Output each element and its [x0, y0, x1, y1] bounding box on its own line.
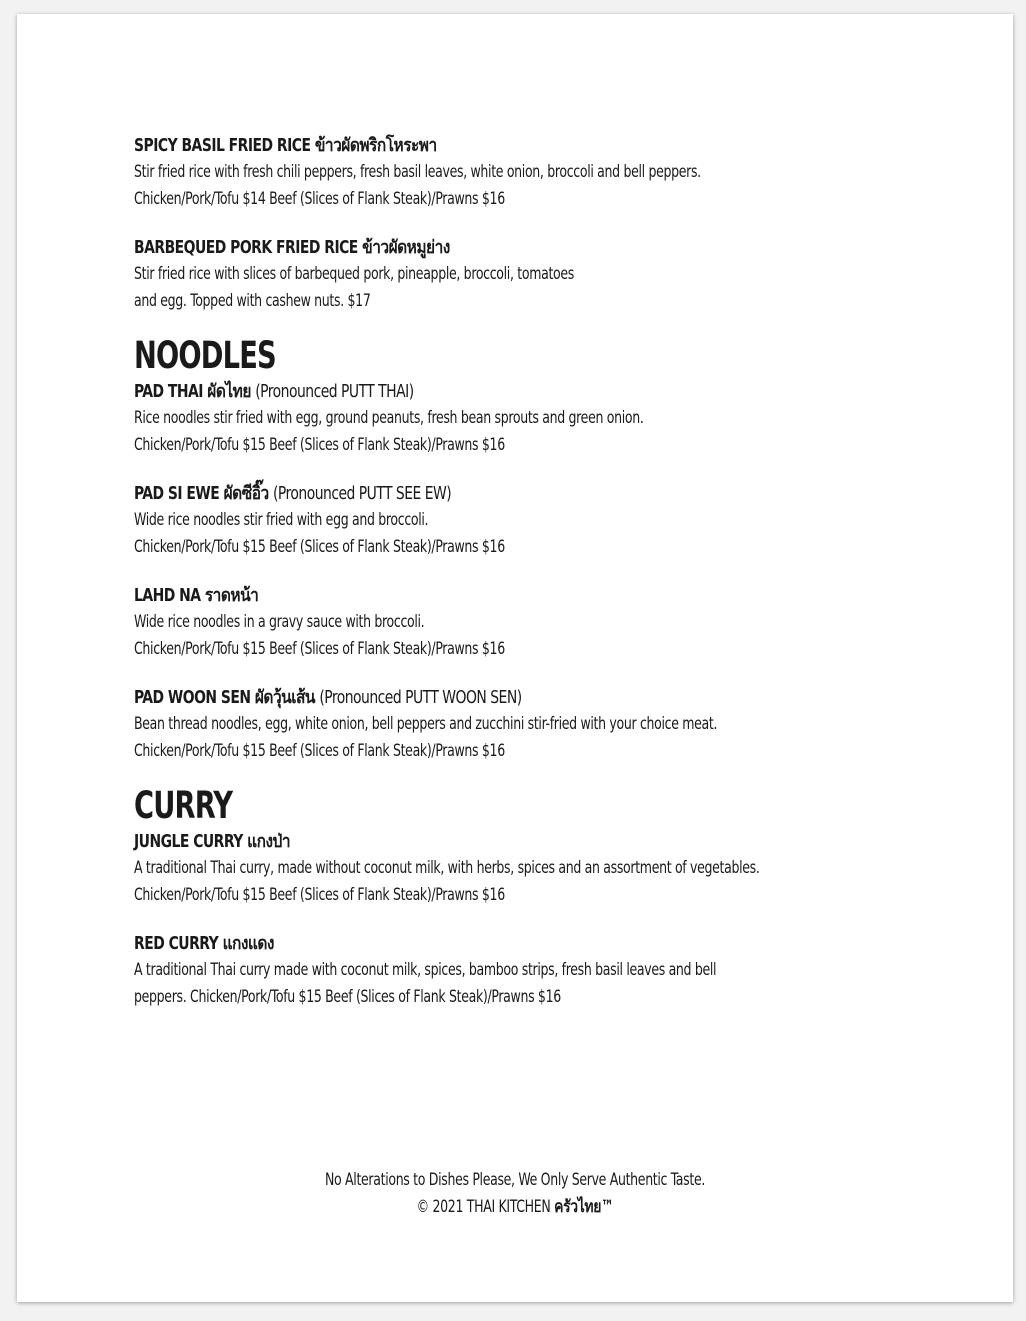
- item-title: [134, 378, 822, 405]
- item-thai-name: แกงป่า: [247, 831, 291, 852]
- item-thai-name: ผัดซีอิ๊ว: [223, 483, 269, 504]
- item-price: Chicken/Pork/Tofu $15 Beef (Slices of Flank Steak)/Prawns $16: [134, 537, 505, 557]
- item-description: Stir fried rice with fresh chili peppers, fresh basil leaves, white onion, broccoli and bell peppers.: [134, 162, 701, 182]
- item-price: Chicken/Pork/Tofu $15 Beef (Slices of Flank Steak)/Prawns $16: [134, 435, 505, 455]
- item-name: SPICY BASIL FRIED RICE: [134, 135, 311, 156]
- copyright-text: © 2021 THAI KITCHEN: [416, 1197, 551, 1217]
- item-price: Chicken/Pork/Tofu $15 Beef (Slices of Flank Steak)/Prawns $16: [134, 639, 505, 659]
- item-description: Stir fried rice with slices of barbequed pork, pineapple, broccoli, tomatoes: [134, 264, 574, 284]
- item-pronunciation: (Pronounced PUTT WOON SEN): [319, 687, 522, 708]
- item-name: LAHD NA: [134, 585, 201, 606]
- item-thai-name: แกงแดง: [222, 933, 274, 954]
- footer-notice: No Alterations to Dishes Please, We Only Serve Authentic Taste.: [324, 1170, 705, 1190]
- menu-item-barbequed-pork-fried-rice: [134, 234, 934, 315]
- item-name: BARBEQUED PORK FRIED RICE: [134, 237, 358, 258]
- brand-thai-name: ครัวไทย™: [554, 1197, 614, 1217]
- item-price: Chicken/Pork/Tofu $15 Beef (Slices of Flank Steak)/Prawns $16: [134, 885, 505, 905]
- item-pronunciation: (Pronounced PUTT SEE EW): [272, 483, 452, 504]
- item-title: [134, 234, 822, 261]
- item-description: A traditional Thai curry made with coconut milk, spices, bamboo strips, fresh basil leaves and bell: [134, 960, 717, 980]
- item-description: Wide rice noodles stir fried with egg and broccoli.: [134, 510, 429, 530]
- item-price: Chicken/Pork/Tofu $15 Beef (Slices of Flank Steak)/Prawns $16: [134, 741, 505, 761]
- menu-content: [134, 132, 934, 1032]
- item-name: PAD THAI: [134, 381, 203, 402]
- item-description: Rice noodles stir fried with egg, ground peanuts, fresh bean sprouts and green onion.: [134, 408, 644, 428]
- item-thai-name: ข้าวผัดหมูย่าง: [362, 237, 450, 258]
- section-heading-noodles: NOODLES: [134, 334, 276, 377]
- menu-item-red-curry: [134, 930, 934, 1011]
- footer-copyright-line: [107, 1194, 924, 1221]
- item-title: [134, 132, 822, 159]
- item-title: [134, 684, 822, 711]
- item-thai-name: ข้าวผัดพริกโหระพา: [314, 135, 437, 156]
- menu-item-spicy-basil-fried-rice: [134, 132, 934, 213]
- section-heading-curry: CURRY: [134, 784, 233, 827]
- menu-item-pad-woon-sen: [134, 684, 934, 765]
- menu-page: [17, 14, 1013, 1302]
- menu-item-pad-thai: [134, 378, 934, 459]
- item-title: [134, 480, 822, 507]
- item-description: Bean thread noodles, egg, white onion, bell peppers and zucchini stir-fried with your choice meat.: [134, 714, 718, 734]
- item-name: RED CURRY: [134, 933, 219, 954]
- item-thai-name: ผัดไทย: [207, 381, 251, 402]
- item-description-price: and egg. Topped with cashew nuts. $17: [134, 291, 371, 311]
- item-pronunciation: (Pronounced PUTT THAI): [255, 381, 414, 402]
- item-description-price: peppers. Chicken/Pork/Tofu $15 Beef (Slices of Flank Steak)/Prawns $16: [134, 987, 561, 1007]
- item-description: A traditional Thai curry, made without coconut milk, with herbs, spices and an assortment of vegetables.: [134, 858, 760, 878]
- menu-footer: [17, 1167, 1013, 1221]
- item-title: [134, 930, 822, 957]
- menu-item-jungle-curry: [134, 828, 934, 909]
- item-description: Wide rice noodles in a gravy sauce with broccoli.: [134, 612, 425, 632]
- menu-item-pad-si-ewe: [134, 480, 934, 561]
- item-name: PAD SI EWE: [134, 483, 220, 504]
- item-title: [134, 582, 822, 609]
- item-name: PAD WOON SEN: [134, 687, 251, 708]
- item-price: Chicken/Pork/Tofu $14 Beef (Slices of Flank Steak)/Prawns $16: [134, 189, 505, 209]
- item-title: [134, 828, 822, 855]
- item-thai-name: ราดหน้า: [204, 585, 259, 606]
- item-thai-name: ผัดวุ้นเส้น: [254, 687, 315, 708]
- item-name: JUNGLE CURRY: [134, 831, 243, 852]
- menu-item-lahd-na: [134, 582, 934, 663]
